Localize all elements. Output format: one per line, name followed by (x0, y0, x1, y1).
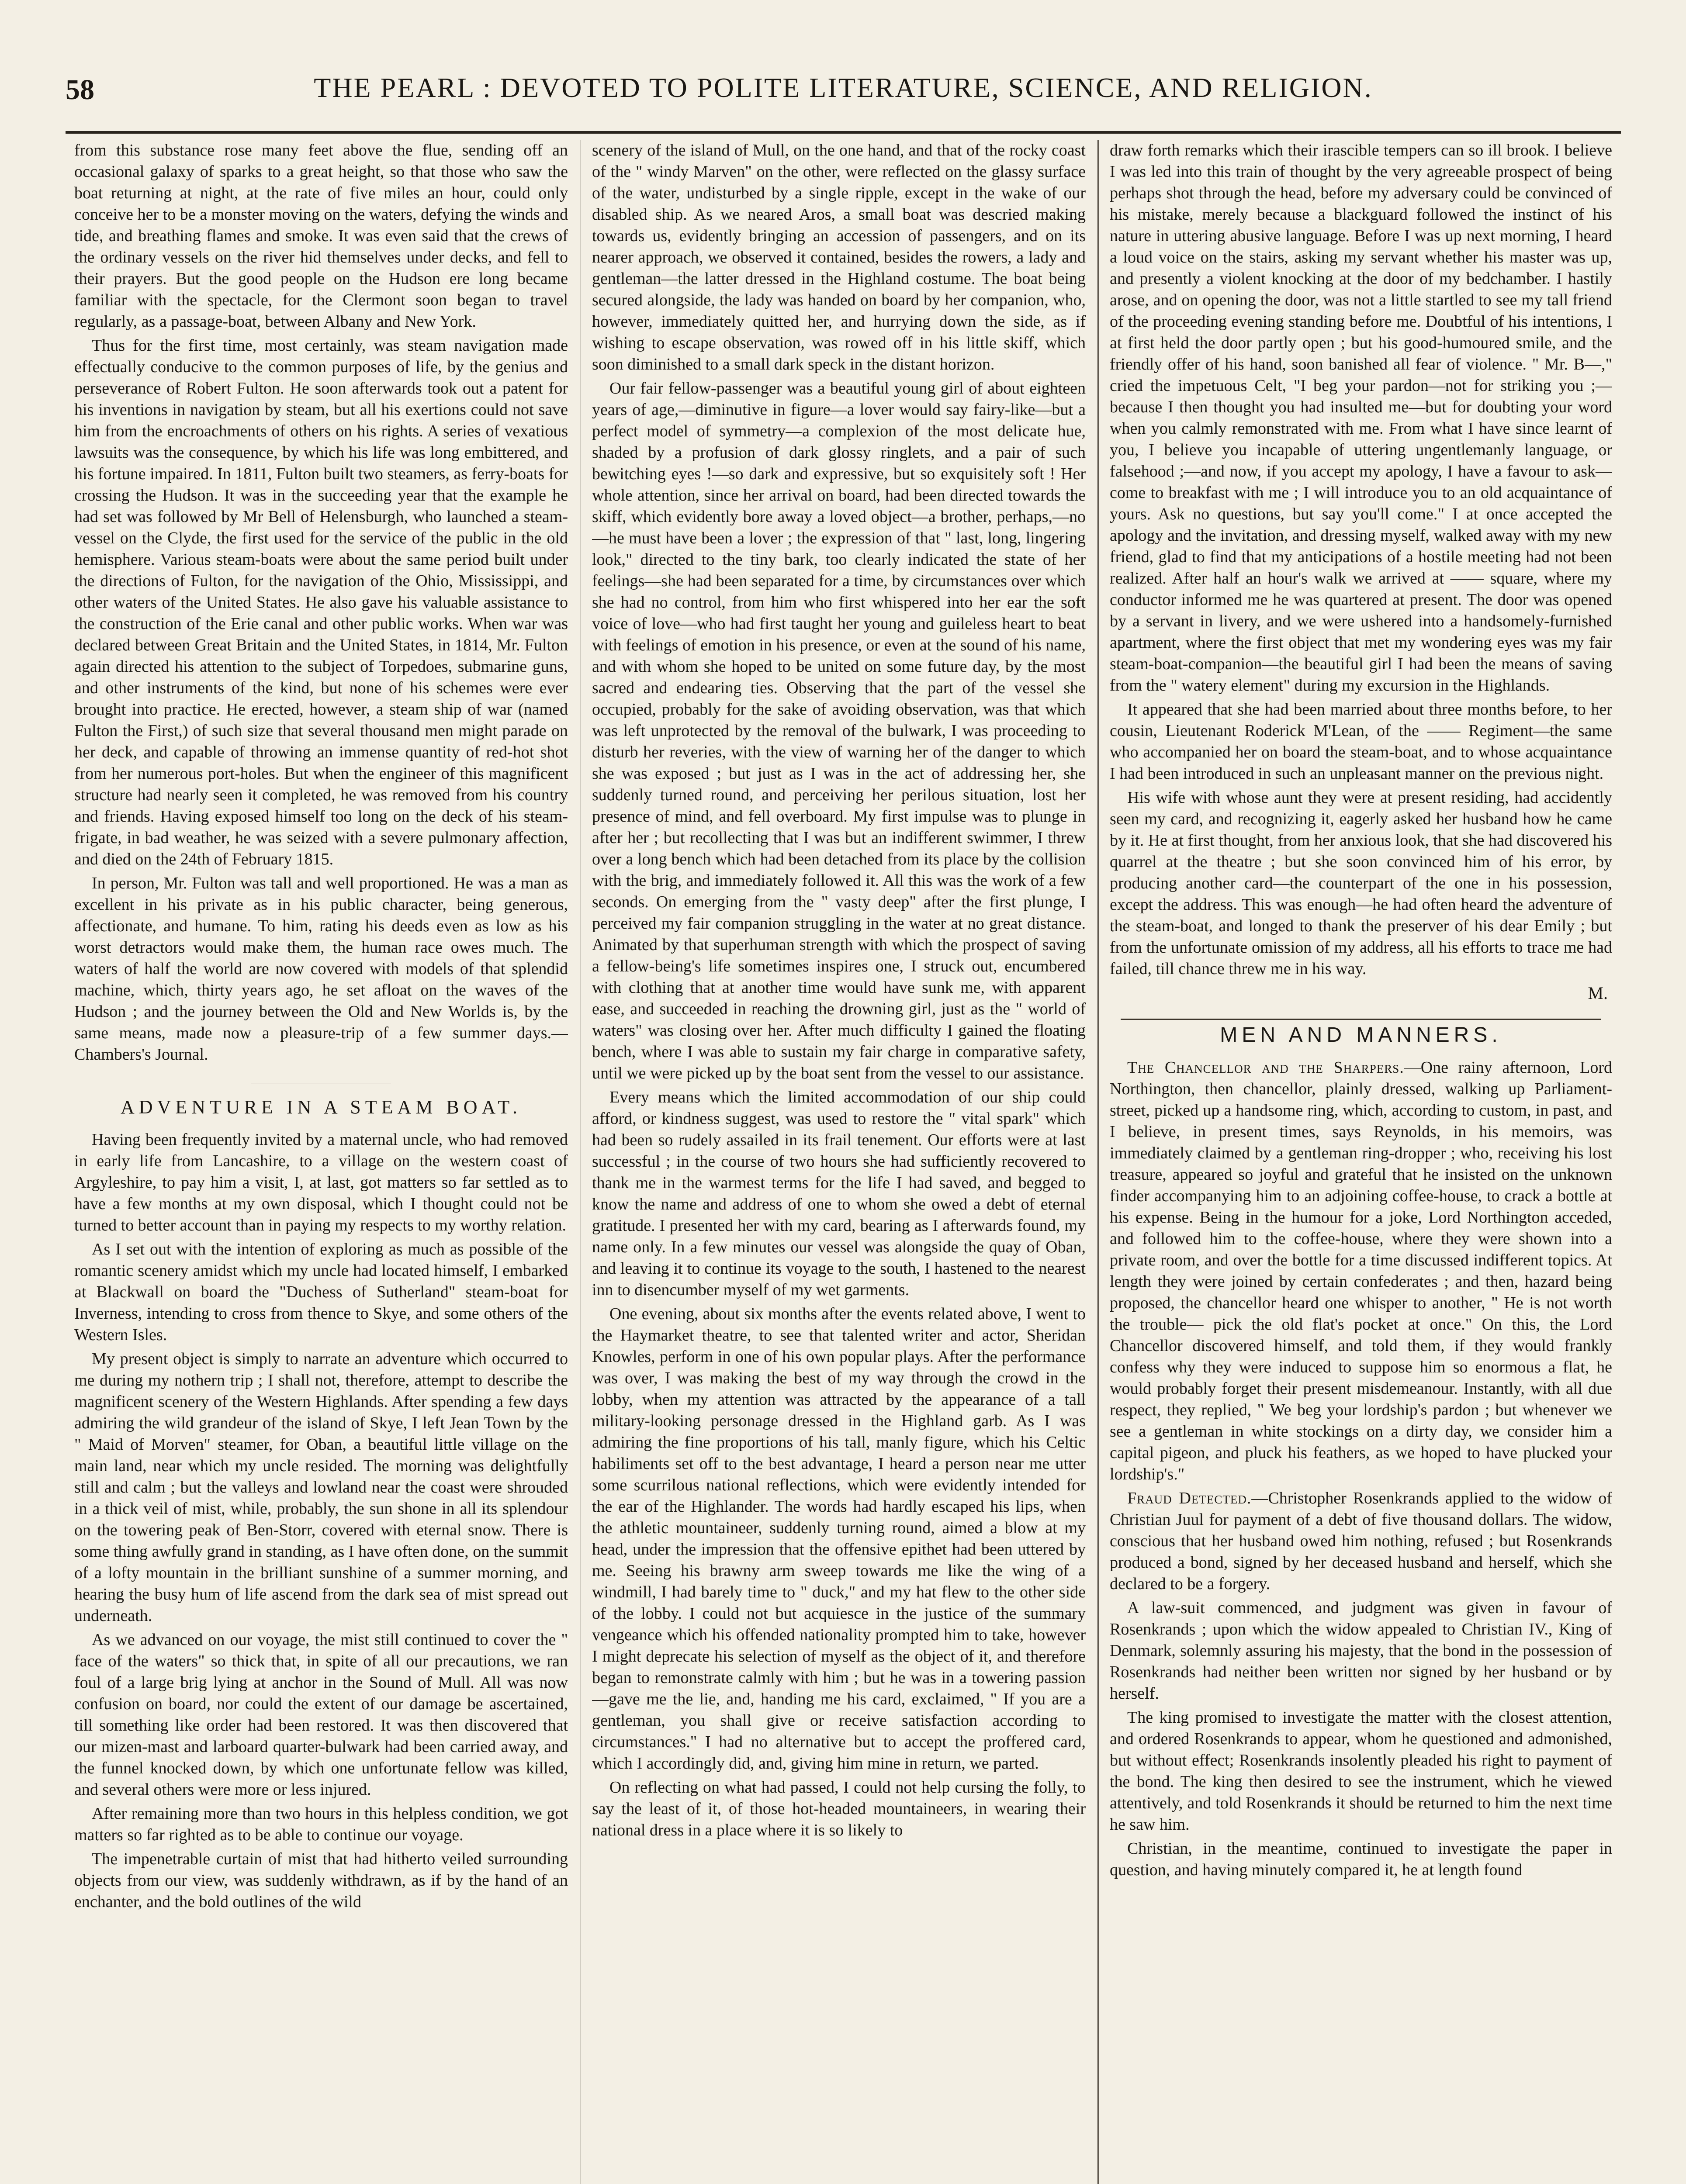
fraud-paragraph: Christian, in the meantime, continued to investigate the paper in question, and having minutely compared it, he at length found (1110, 1839, 1612, 1879)
adventure-paragraph: After remaining more than two hours in this helpless condition, we got matters so far righted as to be able to continue our voyage. (74, 1804, 568, 1844)
column-divider (1097, 140, 1099, 2184)
column-2 (592, 140, 1086, 2184)
fulton-paragraph: Thus for the first time, most certainly, was steam navigation made effectually conducive to the common purposes of life, by the genius and perseverance of Robert Fulton. He soon afterwards took out a patent for his inventions in navigation by steam, but all his exertions could not save him from the encroachments of others on his rights. A series of vexatious lawsuits was the consequence, by which his life was long embittered, and his fortune impaired. In 1811, Fulton built two steamers, as ferry-boats for crossing the Hudson. It was in the succeeding year that the example he had set was followed by Mr Bell of Helensburgh, who launched a steam-vessel on the Clyde, the first used for the service of the public in the old hemisphere. Various steam-boats were about the same period built under the directions of Fulton, for the navigation of the Ohio, Mississippi, and other waters of the United States. He also gave his valuable assistance to the construction of the Erie canal and other public works. When war was declared between Great Britain and the United States, in 1814, Mr. Fulton again directed his attention to the subject of Torpedoes, submarine guns, and other instruments of the kind, but none of his schemes were ever brought into practice. He erected, however, a steam ship of war (named Fulton the First,) of such size that several thousand men might parade on her deck, and capable of throwing an immense quantity of red-hot shot from her numerous port-holes. But when the engineer of this magnificent structure had nearly seen it completed, he was removed from his country and friends. Having exposed himself too long on the deck of his steam-frigate, in bad weather, he was seized with a severe pulmonary affection, and died on the 24th of February 1815. (74, 336, 568, 868)
adventure-paragraph: It appeared that she had been married about three months before, to her cousin, Lieutenant Roderick M'Lean, of the —— Regiment—the same who accompanied her on board the steam-boat, and to whose acquaintance I had been introduced in such an unpleasant manner on the previous night. (1110, 700, 1612, 783)
fraud-paragraph: The king promised to investigate the matter with the closest attention, and ordered Rosenkrands to appear, whom he questioned and admonished, but without effect; Rosenkrands insolently pleaded his right to payment of the bond. The king then desired to see the instrument, which he viewed attentively, and told Rosenkrands it should be returned to him the next time he saw him. (1110, 1708, 1612, 1834)
chancellor-body: —One rainy afternoon, Lord Northington, then chancellor, plainly dressed, walking up Parliament-street, picked up a handsome ring, which, according to custom, in past, and I believe, in present times, says Reynolds, in his memoirs, was immediately claimed by a gentleman ring-dropper ; who, receiving his lost treasure, appeared so joyful and grateful that he insisted on the unknown finder accompanying him to an adjoining coffee-house, to crack a bottle at his expense. Being in the humour for a joke, Lord Northington acceded, and followed him to the coffee-house, where they were shown into a private room, and over the bottle for a time discussed indifferent topics. At length they were joined by certain confederates ; and then, hazard being proposed, the chancellor heard one whisper to another, " He is not worth the trouble— pick the old flat's pocket at once." On this, the Lord Chancellor discovered himself, and told them, if they would frankly confess why they were induced to suppose him so enormous a flat, he would probably forget their present misdemeanour. Instantly, with all due respect, they replied, " We beg your lordship's pardon ; but whenever we see a gentleman in white stockings on a dirty day, we consider him a capital pigeon, and pluck his feathers, as we hoped to have plucked your lordship's." (1110, 1058, 1612, 1483)
fulton-paragraph: In person, Mr. Fulton was tall and well proportioned. He was a man as excellent in his private as in his public character, being generous, affectionate, and humane. To him, rating his deeds even as low as his worst detractors would make them, the human race owes much. The waters of half the world are now covered with models of that splendid machine, which, thirty years ago, he set afloat on the waves of the Hudson ; and the journey between the Old and New Worlds is, by the same means, made now a pleasure-trip of a few summer days.—Chambers's Journal. (74, 874, 568, 1064)
fraud-title: Fraud Detected. (1127, 1489, 1252, 1507)
adventure-heading: ADVENTURE IN A STEAM BOAT. (121, 1096, 522, 1118)
section-divider (251, 1083, 391, 1084)
adventure-paragraph: Every means which the limited accommodation of our ship could afford, or kindness suggest, was used to restore the " vital spark" which had been so rudely assailed in its frail tenement. Our efforts were at last successful ; in the course of two hours she had sufficiently recovered to thank me in the warmest terms for the life I had saved, and begged to know the name and address of one to whom she owed a debt of eternal gratitude. I presented her with my card, bearing as I afterwards found, my name only. In a few minutes our vessel was alongside the quay of Oban, and leaving it to continue its voyage to the south, I hastened to the nearest inn to disencumber myself of my wet garments. (592, 1088, 1086, 1299)
men-and-manners-heading: MEN AND MANNERS. (1220, 1023, 1502, 1047)
chancellor-paragraph (1110, 1057, 1612, 1485)
column-1 (74, 140, 568, 2184)
adventure-paragraph: As we advanced on our voyage, the mist still continued to cover the " face of the waters" so thick that, in spite of all our precautions, we ran foul of a large brig lying at anchor in the Sound of Mull. All was now confusion on board, nor could the extent of our damage be ascertained, till something like order had been restored. It was then discovered that our mizen-mast and larboard quarter-bulwark had been carried away, and the funnel knocked down, by which one unfortunate fellow was killed, and several others were more or less injured. (74, 1631, 568, 1799)
adventure-paragraph: His wife with whose aunt they were at present residing, had accidently seen my card, and recognizing it, eagerly asked her husband how he came by it. He at first thought, from her anxious look, that she had discovered his quarrel at the theatre ; but she soon convinced him of his error, by producing another card—the counterpart of the one in his possession, except the address. This was enough—he had often heard the adventure of the steam-boat, and longed to thank the preserver of his dear Emily ; but from the unfortunate omission of my address, all his efforts to trace me had failed, till chance threw me in his way. (1110, 788, 1612, 978)
adventure-paragraph: My present object is simply to narrate an adventure which occurred to me during my nothern trip ; I shall not, therefore, attempt to describe the magnificent scenery of the Western Highlands. After spending a few days admiring the wild grandeur of the island of Skye, I left Jean Town by the " Maid of Morven" steamer, for Oban, a beautiful little village on the main land, near which my uncle resided. The morning was delightfully still and calm ; but the valleys and lowland near the coast were shrouded in a thick veil of mist, while, probably, the sun shone in all its splendour on the towering peak of Ben-Storr, covered with eternal snow. There is some thing awfully grand in standing, as I have often done, on the summit of a lofty mountain in the brilliant sunshine of a summer morning, and hearing the busy hum of life ascend from the dark sea of mist spread out underneath. (74, 1350, 568, 1625)
adventure-paragraph: The impenetrable curtain of mist that had hitherto veiled surrounding objects from our view, was suddenly withdrawn, as if by the hand of an enchanter, and the bold outlines of the wild (74, 1850, 568, 1911)
adventure-paragraph: draw forth remarks which their irascible tempers can so ill brook. I believe I was led into this train of thought by the very agreeable prospect of being perhaps shot through the head, before my adversary could be convinced of his mistake, merely because a blackguard followed the instinct of his nature in uttering abusive language. Before I was up next morning, I heard a loud voice on the stairs, asking my servant whether his master was up, and presently a violent knocking at the door of my bedchamber. I hastily arose, and on opening the door, was not a little startled to see my tall friend of the proceeding evening standing before me. Doubtful of his intentions, I at first held the door partly open ; but his good-humoured smile, and the friendly offer of his hand, soon banished all fear of violence. " Mr. B—," cried the impetuous Celt, "I beg your pardon—not for striking you ;—because I then thought you had insulted me—but for doubting your word when you calmly remonstrated with me. From what I have since learnt of you, I believe you incapable of uttering ungentlemanly language, or falsehood ;—and now, if you accept my apology, I have a favour to ask—come to breakfast with me ; I will introduce you to an old acquaintance of yours. Ask no questions, but say you'll come." I at once accepted the apology and the invitation, and dressing myself, walked away with my new friend, glad to find that my anticipations of a hostile meeting had not been realized. After half an hour's walk we arrived at —— square, where my conductor informed me he was quartered at present. The door was opened by a servant in livery, and we were ushered into a handsomely-furnished apartment, where the first object that met my wondering eyes was my fair steam-boat-companion—the beautiful girl I had been the means of saving from the " watery element" during my excursion in the Highlands. (1110, 141, 1612, 695)
fraud-paragraph (1110, 1488, 1612, 1595)
section-divider (1121, 1019, 1601, 1020)
column-divider (580, 140, 581, 2184)
running-title: THE PEARL : DEVOTED TO POLITE LITERATURE, SCIENCE, AND RELIGION. (314, 72, 1373, 103)
fraud-paragraph: A law-suit commenced, and judgment was given in favour of Rosenkrands ; upon which the widow appealed to Christian IV., King of Denmark, solemnly assuring his majesty, that the bond in the possession of Rosenkrands had neither been written nor signed by her husband or by herself. (1110, 1599, 1612, 1703)
adventure-paragraph: On reflecting on what had passed, I could not help cursing the folly, to say the least of it, of those hot-headed mountaineers, in wearing their national dress in a place where it is so likely to (592, 1778, 1086, 1839)
column-3 (1110, 140, 1612, 2184)
fulton-paragraph: from this substance rose many feet above the flue, sending off an occasional galaxy of sparks to a great height, so that those who saw the boat returning at night, at the rate of five miles an hour, could only conceive her to be a monster moving on the waters, defying the winds and tide, and breathing flames and smoke. It was even said that the crews of the ordinary vessels on the river hid themselves under decks, and fell to their prayers. But the good people on the Hudson ere long became familiar with the spectacle, for the Clermont soon began to travel regularly, as a passage-boat, between Albany and New York. (74, 141, 568, 331)
author-signature: M. (1588, 983, 1608, 1003)
adventure-paragraph: Having been frequently invited by a maternal uncle, who had removed in early life from Lancashire, to a village on the western coast of Argyleshire, to pay him a visit, I, at last, got matters so far settled as to have a few months at my own disposal, which I thought could not be turned to better account than in paying my respects to my worthy relation. (74, 1130, 568, 1234)
page-header (66, 66, 1621, 134)
fraud-body: —Christopher Rosenkrands applied to the widow of Christian Juul for payment of a debt of five thousand dollars. The widow, conscious that her husband owed him nothing, refused ; but Rosenkrands produced a bond, signed by her deceased husband and herself, which she declared to be a forgery. (1110, 1489, 1612, 1593)
adventure-paragraph: As I set out with the intention of exploring as much as possible of the romantic scenery amidst which my uncle had located himself, I embarked at Blackwall on board the "Duchess of Sutherland" steam-boat for Inverness, intending to cross from thence to Skye, and some others of the Western Isles. (74, 1240, 568, 1344)
adventure-paragraph: Our fair fellow-passenger was a beautiful young girl of about eighteen years of age,—diminutive in figure—a lover would say fairy-like—but a perfect model of symmetry—a complexion of the most delicate hue, shaded by a profusion of dark glossy ringlets, and a pair of such bewitching eyes !—so dark and expressive, but so exquisitely soft ! Her whole attention, since her arrival on board, had been directed towards the skiff, which evidently bore away a loved object—a brother, perhaps,—no—he must have been a lover ; the expression of that " last, long, lingering look," directed to the tiny bark, too clearly indicated the state of her feelings—she had been separated for a time, by circumstances over which she had no control, from him who first whispered into her ear the soft voice of love—who had first taught her young and guileless heart to beat with feelings of emotion in his presence, or even at the sound of his name, and with whom she hoped to be united on some future day, by the most sacred and endearing ties. Observing that the part of the vessel she occupied, probably for the sake of avoiding observation, was that which was left unprotected by the removal of the bulwark, I was proceeding to disturb her reveries, with the view of warning her of the danger to which she was exposed ; but just as I was in the act of addressing her, she suddenly turned round, and perceiving her perilous situation, lost her presence of mind, and fell overboard. My first impulse was to plunge in after her ; but recollecting that I was but an indifferent swimmer, I threw over a long bench which had been detached from its place by the collision with the brig, and immediately followed it. All this was the work of a few seconds. On emerging from the " vasty deep" after the first plunge, I perceived my fair companion struggling in the water at no great distance. Animated by that superhuman strength with which the prospect of saving a fellow-being's life sometimes inspires one, I struck out, encumbered with clothing that at another time would have sunk me, with apparent ease, and succeeded in reaching the drowning girl, just as the " world of waters" was closing over her. After much difficulty I gained the floating bench, where I was able to sustain my fair charge in comparative safety, until we were picked up by the boat sent from the vessel to our assistance. (592, 379, 1086, 1082)
chancellor-title: The Chancellor and the Sharpers. (1127, 1058, 1404, 1077)
adventure-paragraph: scenery of the island of Mull, on the one hand, and that of the rocky coast of the " windy Marven" on the other, were reflected on the glassy surface of the water, undisturbed by a single ripple, except in the wake of our disabled ship. As we neared Aros, a small boat was descried making towards us, evidently bringing an accession of passengers, and on its nearer approach, we observed it contained, besides the rowers, a lady and gentleman—the latter dressed in the Highland costume. The boat being secured alongside, the lady was handed on board by her companion, who, however, immediately quitted her, and hurrying down the side, as if wishing to escape observation, was rowed off in his little skiff, which soon diminished to a small dark speck in the distant horizon. (592, 141, 1086, 373)
adventure-paragraph: One evening, about six months after the events related above, I went to the Haymarket theatre, to see that talented writer and actor, Sheridan Knowles, perform in one of his own popular plays. After the performance was over, I was making the best of my way through the crowd in the lobby, when my attention was attracted by the appearance of a tall military-looking personage dressed in the Highland garb. As I was admiring the fine proportions of his tall, manly figure, which his Celtic habiliments set off to the best advantage, I heard a person near me utter some scurrilous national reflections, which were evidently intended for the ear of the Highlander. The words had hardly escaped his lips, when the athletic mountaineer, suddenly turning round, aimed a blow at my head, under the impression that the offensive epithet had been uttered by me. Seeing his brawny arm sweep towards me like the wing of a windmill, I had barely time to " duck," and my hat flew to the other side of the lobby. I could not but acquiesce in the justice of the summary vengeance which his offended nationality prompted him to take, however I might deprecate his selection of myself as the object of it, and therefore began to remonstrate calmly with him ; but he was in a towering passion—gave me the lie, and, handing me his card, exclaimed, " If you are a gentleman, you shall give or receive satisfaction according to circumstances." I had no alternative but to accept the proffered card, which I accordingly did, and, giving him mine in return, we parted. (592, 1305, 1086, 1773)
page-number: 58 (66, 74, 94, 106)
